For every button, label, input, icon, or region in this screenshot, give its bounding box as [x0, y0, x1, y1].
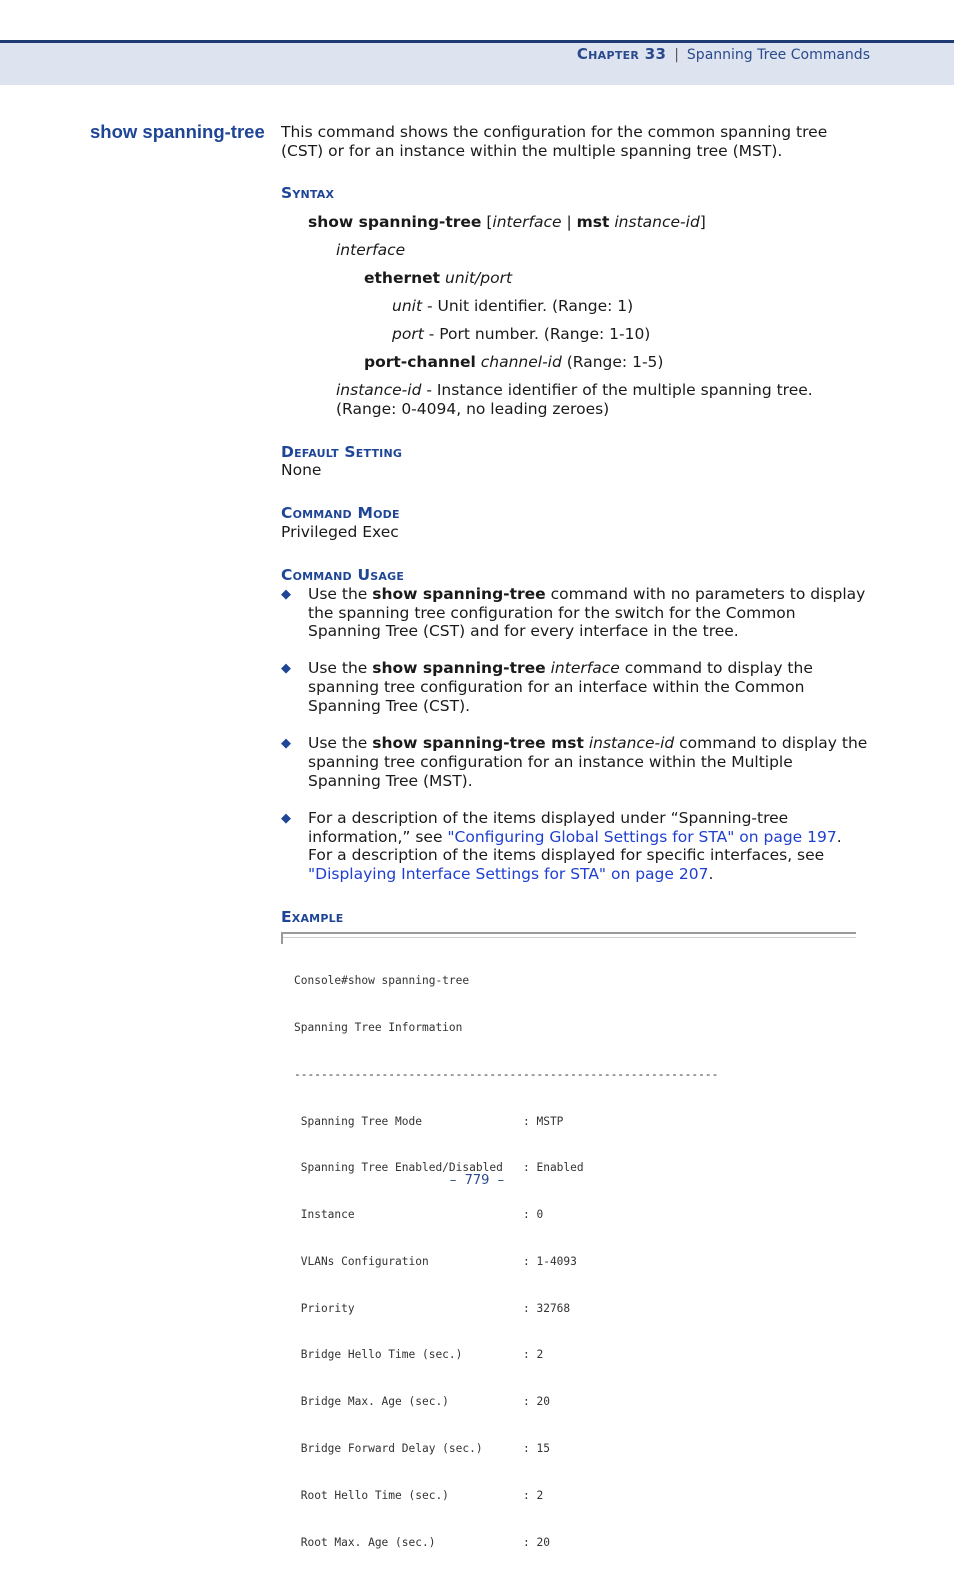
command-mode-heading: Command Mode	[281, 504, 400, 522]
syntax-arg-instance: instance-id	[614, 213, 700, 231]
b2-pre: Use the	[308, 659, 373, 677]
code-line: Spanning Tree Information	[294, 1020, 463, 1034]
param-instance	[336, 381, 813, 400]
param-interface	[336, 241, 405, 260]
port-desc: - Port number. (Range: 1-10)	[423, 325, 651, 343]
b3-pre: Use the	[308, 734, 373, 752]
example-code-lines	[294, 942, 718, 1581]
code-line: Root Max. Age (sec.) : 20	[294, 1535, 550, 1549]
bullet-4-line-2	[308, 828, 842, 847]
code-line: VLANs Configuration : 1-4093	[294, 1254, 577, 1268]
ethernet-keyword: ethernet	[364, 269, 441, 287]
code-line: Instance : 0	[294, 1208, 544, 1222]
intro-line-1: This command shows the configuration for the common spanning tree	[281, 123, 828, 141]
unit-arg: unit	[392, 297, 423, 315]
param-unit	[392, 297, 633, 316]
channel-range: (Range: 1-5)	[561, 353, 664, 371]
bullet-3-line-2: spanning tree configuration for an instance within the Multiple	[308, 753, 793, 771]
b3-post: command to display the	[674, 734, 868, 752]
syntax-line	[308, 213, 706, 232]
code-line: Root Hello Time (sec.) : 2	[294, 1488, 544, 1502]
page-number: – 779 –	[449, 1173, 505, 1188]
bullet-4-line-4	[308, 865, 713, 884]
chapter-label: Chapter 33	[576, 45, 667, 63]
default-setting-heading: Default Setting	[281, 443, 403, 461]
b2-post: command to display the	[619, 659, 813, 677]
syntax-heading: Syntax	[281, 184, 335, 202]
syntax-bracket-open: [	[481, 213, 493, 231]
param-port-channel	[364, 353, 663, 372]
instance-desc: - Instance identifier of the multiple spanning tree.	[421, 381, 813, 399]
default-setting-value: None	[281, 461, 322, 479]
code-line: Spanning Tree Enabled/Disabled : Enabled	[294, 1161, 584, 1175]
intro-line-2: (CST) or for an instance within the multiple spanning tree (MST).	[281, 142, 783, 160]
bullet-1-line-3: Spanning Tree (CST) and for every interface in the tree.	[308, 622, 739, 640]
bullet-3-line-1	[308, 734, 867, 753]
port-arg: port	[392, 325, 424, 343]
param-ethernet	[364, 269, 512, 288]
bullet-1-line-2: the spanning tree configuration for the switch for the Common	[308, 604, 796, 622]
b2-italic: interface	[550, 659, 620, 677]
bullet-4-line-3: For a description of the items displayed for specific interfaces, see	[308, 846, 825, 864]
param-port	[392, 325, 650, 344]
instance-range: (Range: 0-4094, no leading zeroes)	[336, 400, 610, 418]
code-line: Bridge Hello Time (sec.) : 2	[294, 1348, 544, 1362]
b1-bold: show spanning-tree	[372, 585, 546, 603]
b3-bold: show spanning-tree mst	[372, 734, 584, 752]
b1-pre: Use the	[308, 585, 373, 603]
b1-post: command with no parameters to display	[545, 585, 866, 603]
section-title: Spanning Tree Commands	[686, 47, 870, 63]
command-usage-heading: Command Usage	[281, 566, 405, 584]
bullet-2-icon: ◆	[281, 661, 291, 676]
syntax-arg-interface: interface	[492, 213, 562, 231]
port-channel-keyword: port-channel	[364, 353, 476, 371]
code-line: Bridge Max. Age (sec.) : 20	[294, 1395, 550, 1409]
example-heading: Example	[281, 908, 344, 926]
param-interface-label: interface	[336, 241, 406, 259]
command-mode-value: Privileged Exec	[281, 523, 399, 541]
b2-bold: show spanning-tree	[372, 659, 546, 677]
syntax-bracket-close: ]	[699, 213, 706, 231]
syntax-command: show spanning-tree	[308, 213, 482, 231]
bullet-2-line-2: spanning tree configuration for an interface within the Common	[308, 678, 805, 696]
bullet-4-icon: ◆	[281, 811, 291, 826]
channel-arg: channel-id	[480, 353, 562, 371]
bullet-3-line-3: Spanning Tree (MST).	[308, 772, 473, 790]
unit-desc: - Unit identifier. (Range: 1)	[422, 297, 634, 315]
link-displaying-interface-settings[interactable]: "Displaying Interface Settings for STA" on page 207	[308, 865, 709, 883]
code-top-rule	[281, 932, 856, 938]
code-line: Priority : 32768	[294, 1301, 571, 1315]
code-line: Console#show spanning-tree	[294, 974, 470, 988]
running-header	[577, 45, 870, 63]
code-line: Spanning Tree Mode : MSTP	[294, 1114, 564, 1128]
syntax-pipe: |	[561, 213, 577, 231]
code-line: Bridge Forward Delay (sec.) : 15	[294, 1442, 550, 1455]
ethernet-arg: unit/port	[445, 269, 513, 287]
b3-italic: instance-id	[588, 734, 675, 752]
instance-arg: instance-id	[336, 381, 422, 399]
bullet-3-icon: ◆	[281, 736, 291, 751]
bullet-2-line-3: Spanning Tree (CST).	[308, 697, 471, 715]
syntax-mst: mst	[576, 213, 610, 231]
command-title: show spanning-tree	[90, 121, 265, 142]
b4-period-2: .	[708, 865, 714, 883]
bullet-2-line-1	[308, 659, 813, 678]
header-separator: |	[674, 47, 679, 63]
link-configuring-global-settings[interactable]: "Configuring Global Settings for STA" on page 197	[447, 828, 837, 846]
bullet-4-line-1: For a description of the items displayed under “Spanning-tree	[308, 809, 789, 827]
b4-period-1: .	[836, 828, 842, 846]
bullet-1-icon: ◆	[281, 587, 291, 602]
b4-pre: information,” see	[308, 828, 448, 846]
bullet-1-line-1	[308, 585, 865, 604]
code-left-tick	[281, 932, 285, 944]
code-line: ---------------------------------------------------------------	[294, 1067, 719, 1081]
